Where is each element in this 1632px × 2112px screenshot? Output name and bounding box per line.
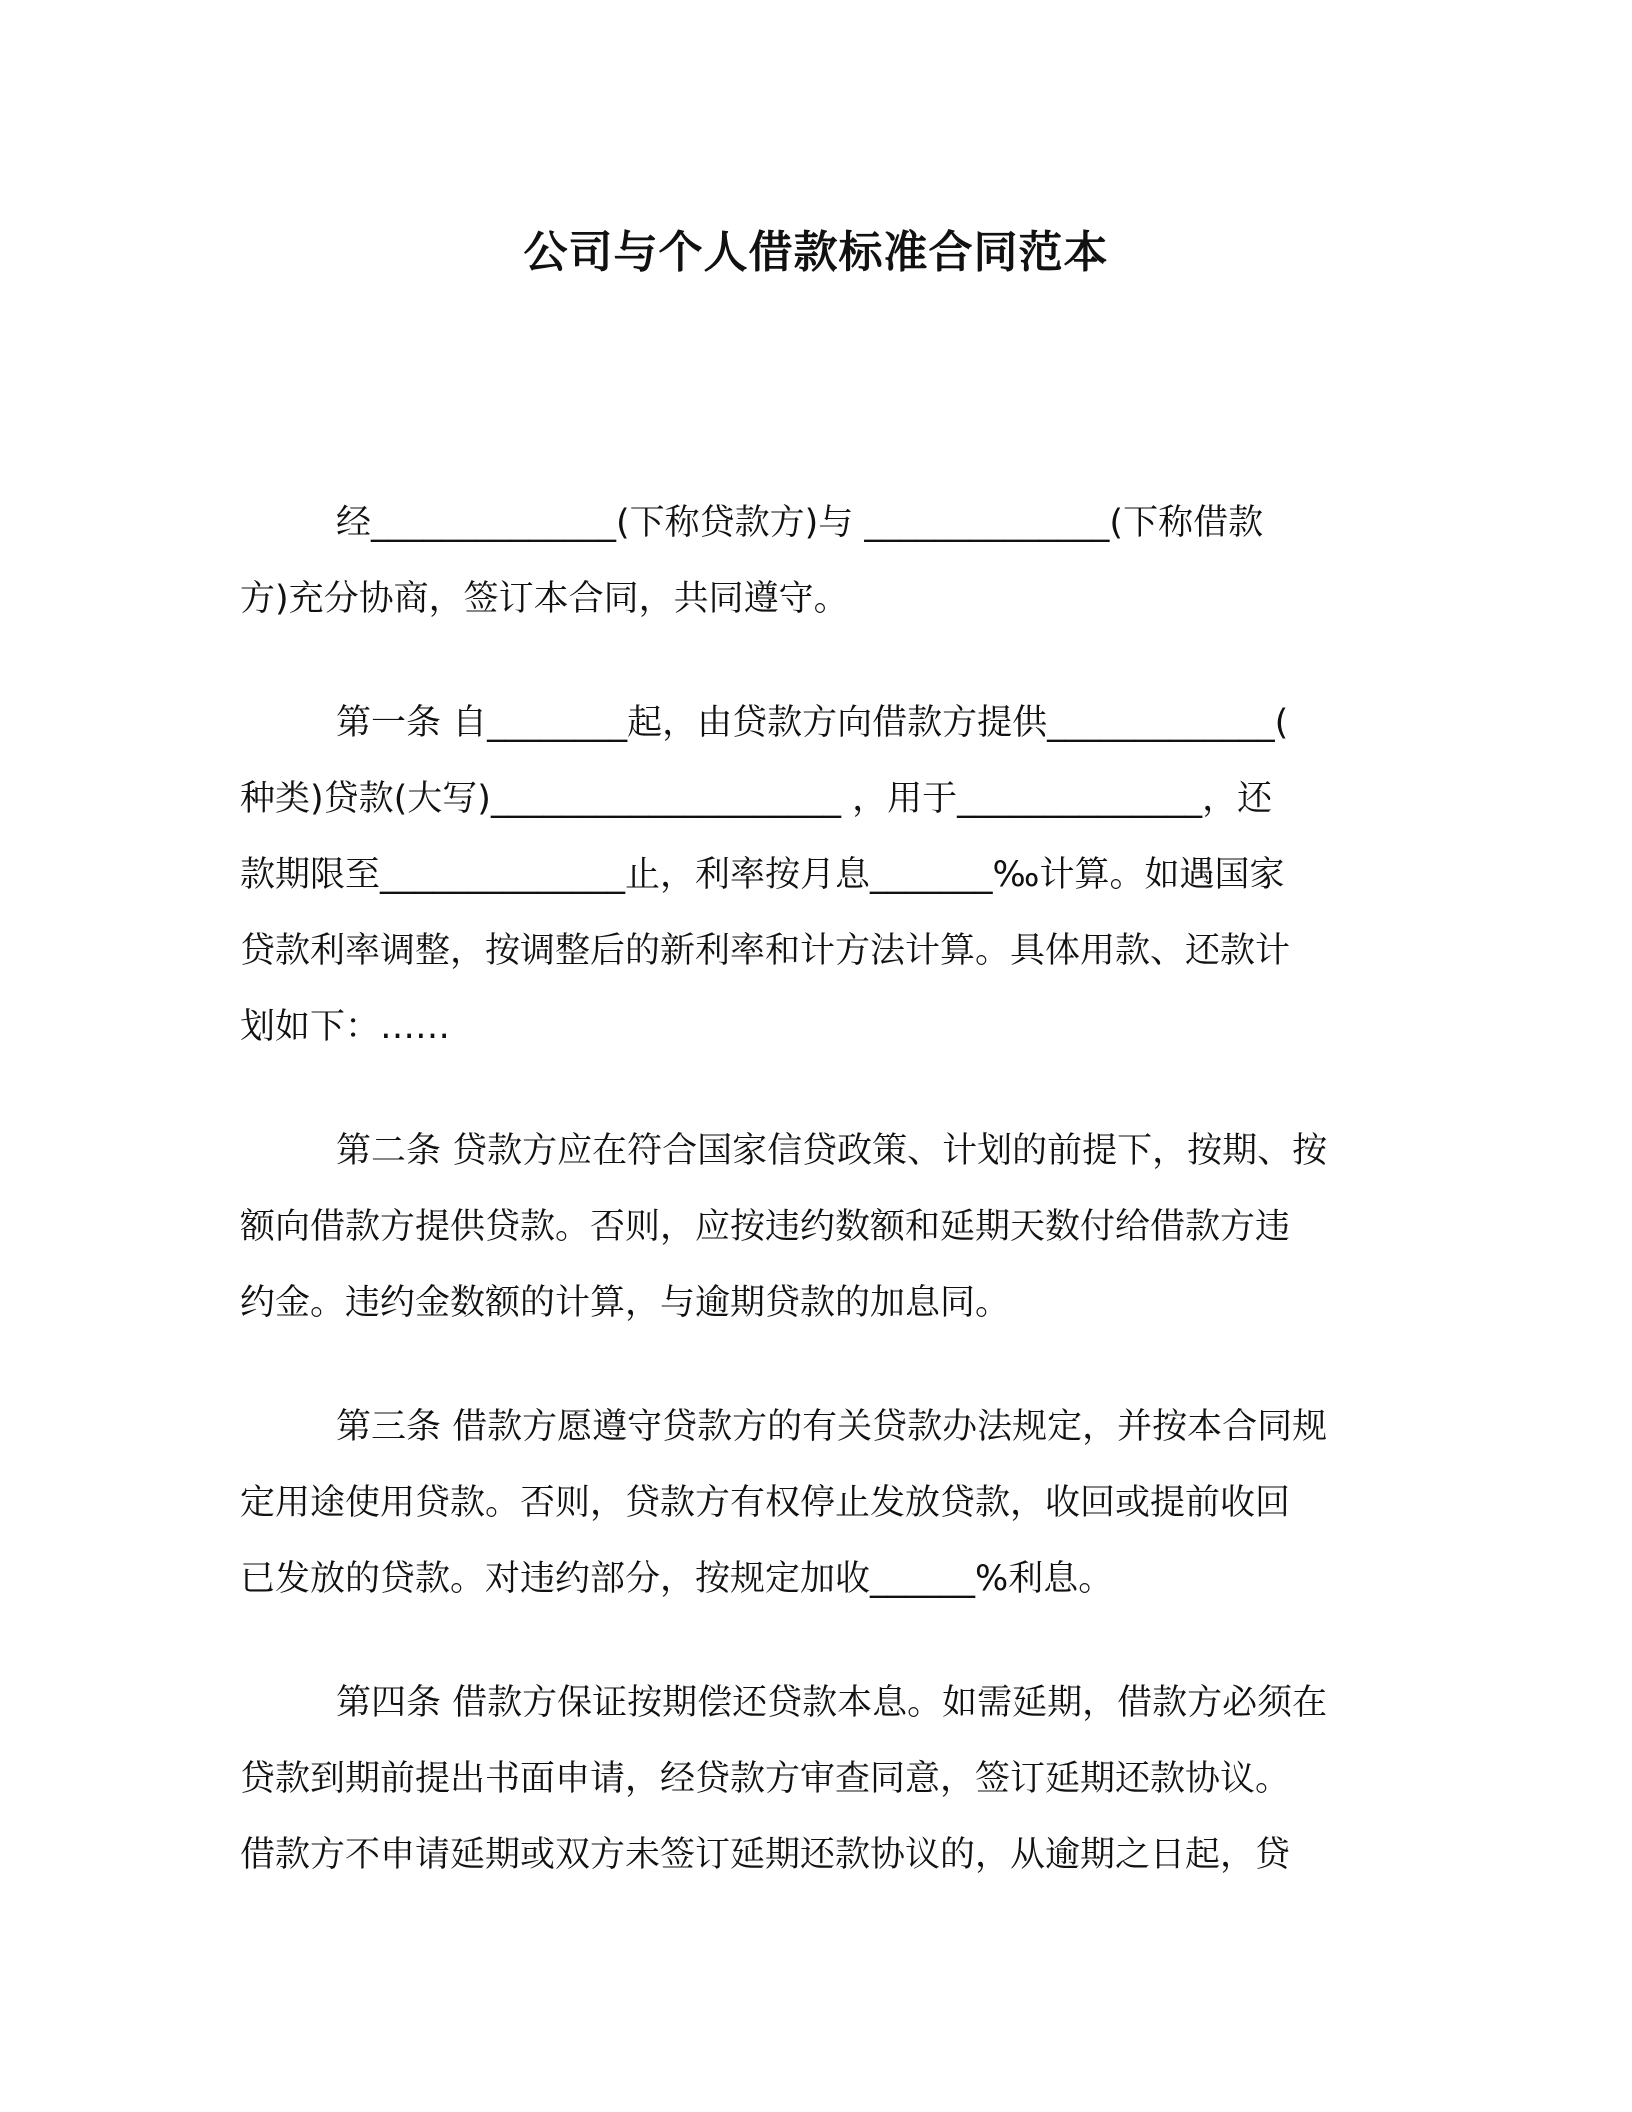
text-line: 定用途使用贷款。否则，贷款方有权停止发放贷款，收回或提前收回: [240, 1483, 1291, 1523]
text-line: 借款方不申请延期或双方未签订延期还款协议的，从逾期之日起，贷: [240, 1835, 1291, 1875]
text-line: 约金。违约金数额的计算，与逾期贷款的加息同。: [240, 1283, 1011, 1323]
text-line: 第四条 借款方保证按期偿还贷款本息。如需延期，借款方必须在: [336, 1683, 1328, 1723]
text-line: 划如下：……: [240, 1007, 451, 1047]
text-line: 款期限至______________止，利率按月息_______‰计算。如遇国家: [240, 855, 1285, 895]
paragraph-article-4: [240, 1665, 1400, 1893]
paragraph-preamble: [240, 485, 1400, 637]
text-line: 贷款利率调整，按调整后的新利率和计方法计算。具体用款、还款计: [240, 931, 1291, 971]
paragraph-article-3: [240, 1389, 1400, 1617]
text-line: 第三条 借款方愿遵守贷款方的有关贷款办法规定，并按本合同规: [336, 1407, 1328, 1447]
paragraph-article-2: [240, 1113, 1400, 1341]
text-line: 经______________(下称贷款方)与 ______________(下称借款: [336, 503, 1264, 543]
paragraph-article-1: [240, 685, 1400, 1065]
text-line: 种类)贷款(大写)____________________ ，用于______________，还: [240, 779, 1273, 819]
text-line: 额向借款方提供贷款。否则，应按违约数额和延期天数付给借款方违: [240, 1207, 1291, 1247]
text-line: 方)充分协商，签订本合同，共同遵守。: [240, 579, 849, 619]
text-line: 第一条 自________起，由贷款方向借款方提供_____________(: [336, 703, 1289, 743]
document-title: 公司与个人借款标准合同范本: [523, 227, 1109, 278]
contract-body: [240, 485, 1400, 1941]
text-line: 已发放的贷款。对违约部分，按规定加收______%利息。: [240, 1559, 1114, 1599]
text-line: 贷款到期前提出书面申请，经贷款方审查同意，签订延期还款协议。: [240, 1759, 1291, 1799]
text-line: 第二条 贷款方应在符合国家信贷政策、计划的前提下，按期、按: [336, 1131, 1328, 1171]
